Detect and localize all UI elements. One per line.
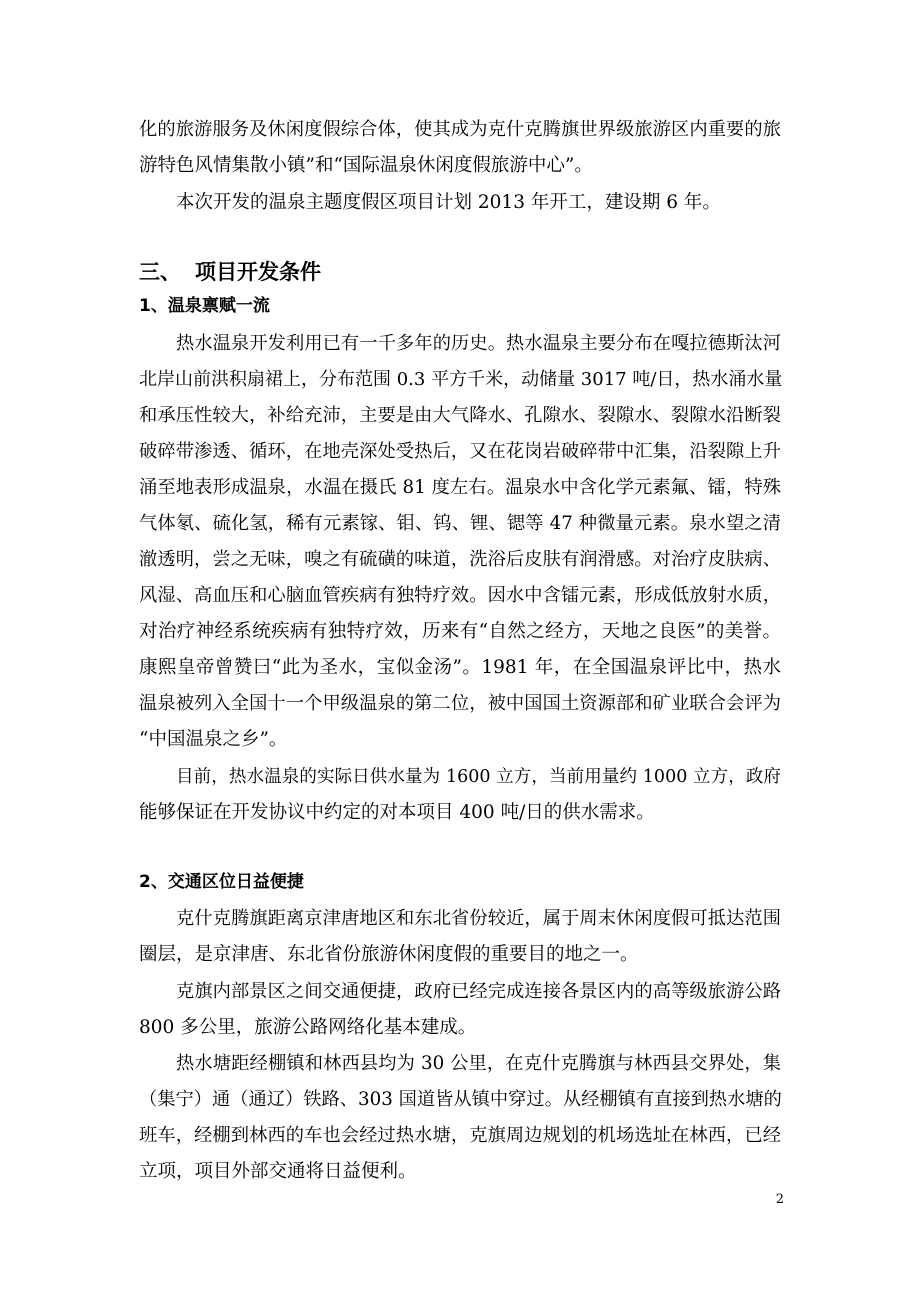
paragraph-line: 目前，热水温泉的实际日供水量为 1600 立方，当前用量约 1000 立方，政府 [176,767,781,787]
section-number: 三、 [139,259,181,284]
schedule-paragraph: 本次开发的温泉主题度假区项目计划 2013 年开工，建设期 6 年。 [176,192,721,213]
paragraph-line: 热水温泉开发利用已有一千多年的历史。热水温泉主要分布在嘎拉德斯汰河 [176,333,781,354]
intro-line: 化的旅游服务及休闲度假综合体，使其成为克什克腾旗世界级旅游区内重要的旅 [139,119,781,140]
section-title: 项目开发条件 [195,259,321,284]
section-heading [139,258,321,286]
paragraph-line: 克什克腾旗距离京津唐地区和东北省份较近，属于周末休闲度假可抵达范围 [176,908,781,929]
subsection-heading: 1、温泉禀赋一流 [139,296,270,316]
paragraph-line: 800 多公里，旅游公路网络化基本建成。 [139,1017,477,1038]
paragraph-line: 涌至地表形成温泉，水温在摄氏 81 度左右。温泉水中含化学元素氟、镭，特殊 [139,477,781,498]
intro-line: 游特色风情集散小镇”和“国际温泉休闲度假旅游中心”。 [139,155,593,176]
paragraph-line: 班车，经棚到林西的车也会经过热水塘，克旗周边规划的机场选址在林西，已经 [139,1125,781,1146]
paragraph-line: 北岸山前洪积扇裙上，分布范围 0.3 平方千米，动储量 3017 吨/日，热水涌水量 [139,369,783,390]
paragraph-line: 立项，项目外部交通将日益便利。 [139,1161,417,1182]
paragraph-line: （集宁）通（通辽）铁路、303 国道皆从镇中穿过。从经棚镇有直接到热水塘的 [139,1089,782,1110]
paragraph-line: 能够保证在开发协议中约定的对本项目 400 吨/日的供水需求。 [139,802,655,823]
paragraph-line: 康熙皇帝曾赞曰“此为圣水，宝似金汤”。1981 年，在全国温泉评比中，热水 [139,657,781,678]
paragraph-line: 风湿、高血压和心脑血管疾病有独特疗效。因水中含镭元素，形成低放射水质， [139,585,781,606]
paragraph-line: 热水塘距经棚镇和林西县均为 30 公里，在克什克腾旗与林西县交界处，集 [176,1053,781,1074]
paragraph-line: 破碎带渗透、循环，在地壳深处受热后，又在花岗岩破碎带中汇集，沿裂隙上升 [139,441,781,462]
paragraph-line: 温泉被列入全国十一个甲级温泉的第二位，被中国国土资源部和矿业联合会评为 [139,693,781,714]
paragraph-line: 圈层，是京津唐、东北省份旅游休闲度假的重要目的地之一。 [139,944,639,965]
paragraph-line: 澈透明，尝之无味，嗅之有硫磺的味道，洗浴后皮肤有润滑感。对治疗皮肤病、 [139,549,781,570]
subsection-heading: 2、交通区位日益便捷 [139,872,304,892]
paragraph-line: 克旗内部景区之间交通便捷，政府已经完成连接各景区内的高等级旅游公路 [176,981,781,1002]
paragraph-line: 气体氡、硫化氢，稀有元素镓、钼、钨、锂、锶等 47 种微量元素。泉水望之清 [139,513,781,534]
paragraph-line: 对治疗神经系统疾病有独特疗效，历来有“自然之经方，天地之良医”的美誉。 [139,621,781,642]
page-number: 2 [775,1192,784,1207]
paragraph-line: 和承压性较大，补给充沛，主要是由大气降水、孔隙水、裂隙水、裂隙水沿断裂 [139,405,781,426]
paragraph-line: “中国温泉之乡”。 [139,729,288,750]
